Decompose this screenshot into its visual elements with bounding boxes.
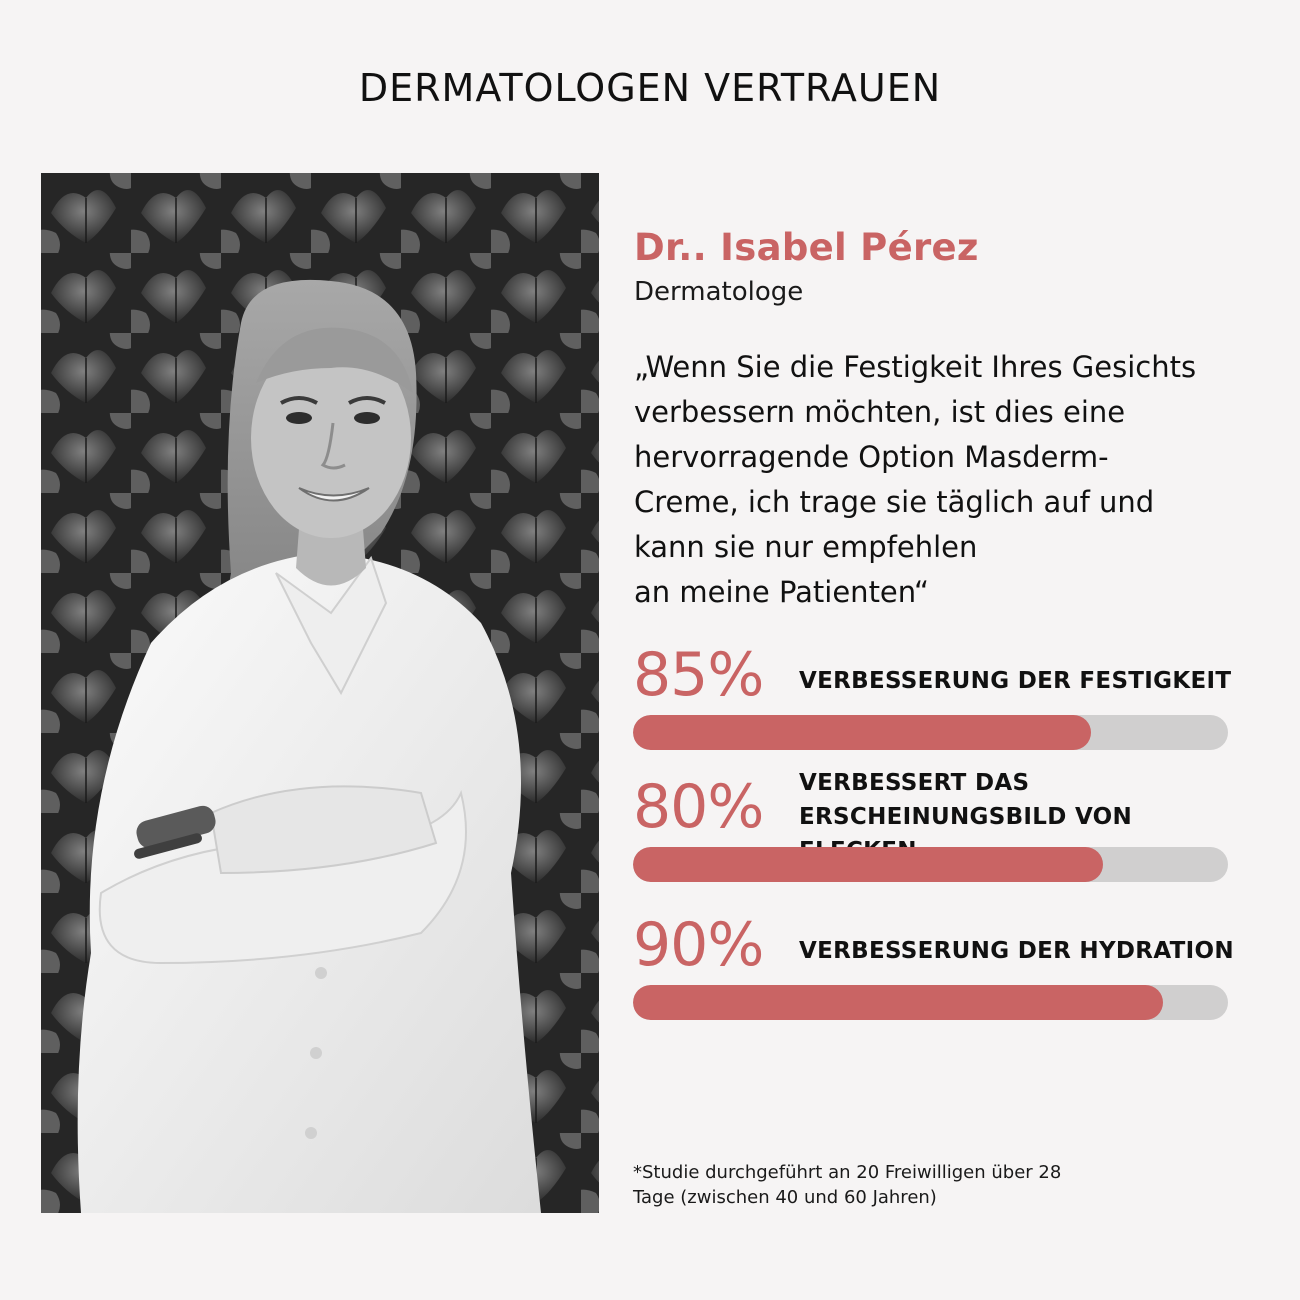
progress-bar-track: [633, 715, 1228, 750]
stat-percent: 90%: [633, 910, 764, 980]
stat-label: VERBESSERUNG DER FESTIGKEIT: [799, 668, 1232, 694]
progress-bar-track: [633, 847, 1228, 882]
stat-percent: 80%: [633, 772, 764, 842]
page-title: DERMATOLOGEN VERTRAUEN: [358, 66, 942, 110]
stat-label: VERBESSERT DAS ERSCHEINUNGSBILD VON: [799, 770, 1133, 830]
progress-bar-fill: [633, 847, 1103, 882]
progress-bar-track: [633, 985, 1228, 1020]
testimonial-quote: „Wenn Sie die Festigkeit Ihres Gesichts verbessern möchten, ist dies eine hervorragende Option Masderm- Creme, ich trage sie täglich auf und kann sie nur empfehlen an meine Patienten“: [634, 350, 1197, 609]
doctor-role: Dermatologe: [634, 277, 804, 307]
progress-bar-fill: [633, 985, 1163, 1020]
portrait-illustration: [41, 173, 599, 1213]
doctor-photo: [41, 173, 599, 1213]
study-footnote: *Studie durchgeführt an 20 Freiwilligen über 28 Tage (zwischen 40 und 60 Jahren): [633, 1162, 1062, 1208]
doctor-name: Dr.. Isabel Pérez: [634, 226, 979, 269]
stat-percent: 85%: [633, 640, 764, 710]
stat-label: VERBESSERUNG DER HYDRATION: [799, 938, 1234, 964]
progress-bar-fill: [633, 715, 1091, 750]
